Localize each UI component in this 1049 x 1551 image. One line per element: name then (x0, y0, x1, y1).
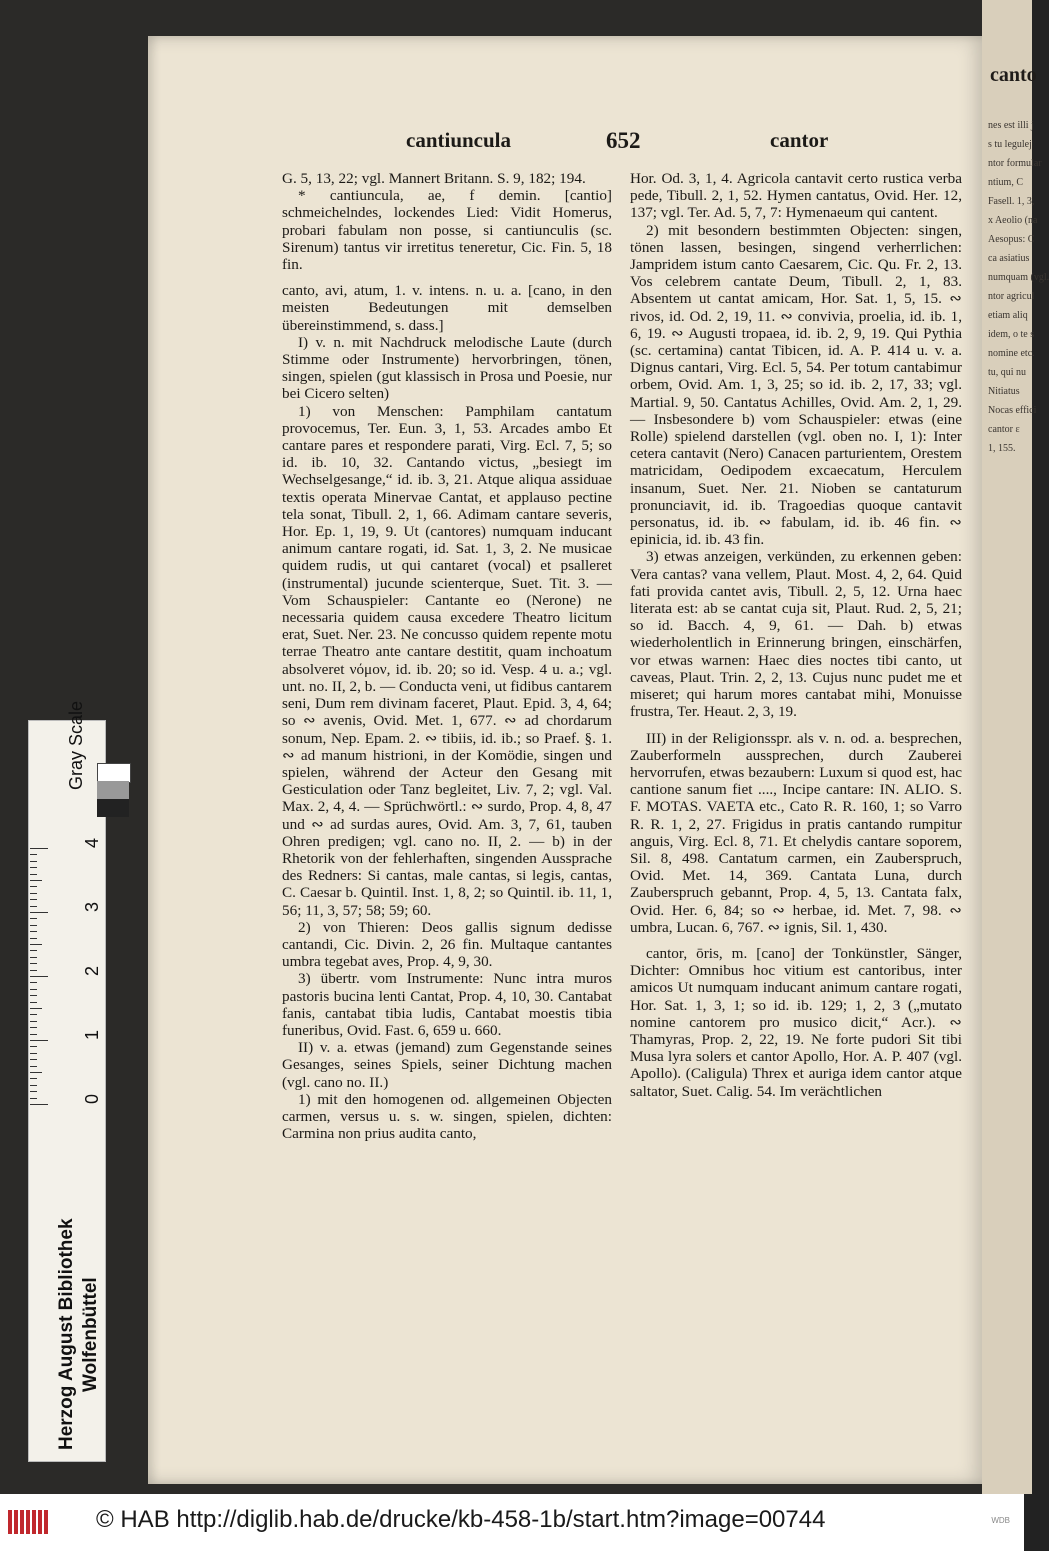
ruler-tick (30, 880, 42, 881)
next-page-fragment: etiam aliq (988, 310, 1028, 321)
next-page-fragment: s tu legulej (988, 139, 1032, 150)
ruler-tick (30, 982, 37, 983)
paragraph: 2) mit besondern bestimmten Objecten: singen, tönen lassen, besingen, singend verherrlichen: Jampridem istum canto Caesarem, Cic. Qu. Fr. 2, 13. Vos celebrem cantate Deum, Tibull. 2, 1, 83. Absentem ut cantat amicam, Hor. Sat. 1, 5, 15. ∾ rivos, id. Od. 2, 19, 11. ∾ convivia, proelia, id. ib. 1, 6, 19. ∾ Augusti tropaea, id. ib. 2, 9, 19. Qui Pythia (sc. certamina) cantat Tibicen, id. A. P. 414 u. v. a. Dignus cantari, Virg. Ecl. 5, 54. Per totum cantabimur orbem, Ovid. Am. 1, 3, 25; so id. ib. 2, 17, 33; vgl. Martial. 9, 50. Cantatus Achilles, Ovid. Am. 2, 1, 29. — Insbesondere b) vom Schauspieler: etwas (eine Rolle) spielend darstellen (vgl. oben no. I, 1): Inter cetera cantavit (Nero) Canacen parturientem, Orestem matricidam, Oedipodem excaecatum, Herculem insanum, Suet. Ner. 21. Nioben se cantaturum pronunciavit, id. ib. Tragoedias quoque cantavit personatus, id. ib. ∾ fabulam, id. ib. 46 fin. ∾ epinicia, id. ib. 43 fin. (630, 221, 962, 549)
ruler-tick (30, 944, 42, 945)
library-city: Wolfenbüttel (80, 1277, 101, 1392)
ruler-number: 1 (82, 1029, 102, 1040)
paragraph: Hor. Od. 3, 1, 4. Agricola cantavit certo rustica verba pede, Tibull. 2, 1, 52. Hymen cantatus, Ovid. Her. 12, 137; vgl. Ter. Ad. 5, 7, 7: Hymenaeum qui cantent. (630, 170, 962, 222)
ruler-tick (30, 848, 48, 849)
next-page-fragment: Nitiatus (988, 386, 1020, 397)
entry-cantiuncula: * cantiuncula, ae, f demin. [cantio] schmeichelndes, lockendes Lied: Vidit Homerus, probari fabulam non posse, si cantiunculis (sc. Sirenum) tantus vir irretitus teneretur, Cic. Fin. 5, 18 fin. (282, 187, 612, 274)
next-page-fragment: Nocas effici (988, 405, 1037, 416)
ruler-tick (30, 1098, 37, 1099)
ruler-tick (30, 957, 37, 958)
ruler-tick (30, 906, 37, 907)
book-page (148, 36, 988, 1484)
paragraph: II) v. a. etwas (jemand) zum Gegenstande seines Gesanges, seines Spiels, seiner Dichtung machen (vgl. cano no. II.) (282, 1039, 612, 1091)
ruler-tick (30, 1078, 37, 1079)
next-page-fragment: x Aeolio (na (988, 215, 1038, 226)
ruler-tick (30, 918, 37, 919)
ruler-number: 3 (82, 901, 102, 912)
ruler-tick (30, 963, 37, 964)
ruler-tick (30, 1072, 42, 1073)
ruler-tick (30, 893, 37, 894)
paragraph: 1) mit den homogenen od. allgemeinen Objecten carmen, versus u. s. w. singen, spielen, dichten: Carmina non prius audita canto, (282, 1090, 612, 1143)
ruler-tick (30, 976, 48, 977)
ruler-tick (30, 938, 37, 939)
next-page-fragment: cantor ε (988, 424, 1020, 435)
next-page-fragment: Fasell. 1, 3, (988, 196, 1035, 207)
ruler-tick (30, 886, 37, 887)
library-name: Herzog August Bibliothek (56, 1218, 77, 1450)
copyright-link[interactable]: © HAB http://diglib.hab.de/drucke/kb-458-1b/start.htm?image=00744 (96, 1506, 826, 1533)
paragraph: 2) von Thieren: Deos gallis signum dedisse cantandi, Cic. Divin. 2, 26 fin. Multaque cantantes umbra tegebat aves, Prop. 4, 9, 30. (282, 918, 612, 971)
next-page-fragment: ntor agricul (988, 291, 1035, 302)
ruler-tick (30, 1002, 37, 1003)
ruler-tick (30, 995, 37, 996)
ruler-tick (30, 925, 37, 926)
paragraph: 3) etwas anzeigen, verkünden, zu erkennen geben: Vera cantas? vana vellem, Plaut. Most. 4, 2, 64. Quid fati provida cantet avis, Tibull. 2, 5, 12. Urna haec literata est: ab se cantat cuja sit, Plaut. Rud. 2, 5, 21; so id. Bacch. 4, 9, 61. — Dah. b) etwas wiederholentlich in Erinnerung bringen, einschärfen, vor etwas warnen: Haec dies noctes tibi canto, ut caveas, Plaut. Trin. 2, 2, 13. Cujus nunc pudet me et miseret; qui harum mores cantabat mihi, Monuisse frustra, Ter. Heaut. 2, 3, 19. (630, 548, 962, 721)
gray-patch-white (97, 763, 131, 783)
running-head-right: cantor (770, 128, 829, 152)
next-page-fragment: tu, qui nu (988, 367, 1027, 378)
ruler-tick (30, 867, 37, 868)
ruler-tick (30, 1034, 37, 1035)
next-page-fragment: Aesopus: C (988, 234, 1035, 245)
ruler-tick (30, 1008, 42, 1009)
entry-canto: canto, avi, atum, 1. v. intens. n. u. a. [cano, in den meisten Bedeutungen mit demselben übereinstimmend, s. dass.] (282, 282, 612, 334)
ruler-tick (30, 1091, 37, 1092)
ruler-tick (30, 1059, 37, 1060)
next-page-fragment: numquam (vgl. (988, 272, 1049, 283)
ruler-tick (30, 1085, 37, 1086)
footer-mark: WDB (991, 1516, 1010, 1525)
right-column (630, 170, 962, 1100)
ruler-tick (30, 1040, 48, 1041)
left-column (282, 170, 612, 1142)
gray-patch-mid (97, 781, 129, 799)
hab-logo-icon (8, 1508, 48, 1536)
gray-scale-label: Gray Scale (66, 700, 86, 790)
ruler-tick (30, 931, 37, 932)
ruler-tick (30, 854, 37, 855)
ruler-tick (30, 861, 37, 862)
paragraph: III) in der Religionsspr. als v. n. od. a. besprechen, Zauberformeln aussprechen, durch Zauberei hervorrufen, etwas bezaubern: Luxum si quod est, hac cantione sanum fiet ...., Incipe cantare: IN. ALIO. S. F. MOTAS. VAETA etc., Cato R. R. 160, 1; so Varro R. R. 1, 2, 27. Frigidus in pratis cantando rumpitur anguis, Virg. Ecl. 8, 71. Et chelydis cantare soporem, Sil. 8, 498. Cantatum carmen, ein Zauberspruch, Ovid. Met. 14, 369. Cantata Luna, durch Zauberspruch gebannt, Prop. 4, 5, 13. Cantata falx, Ovid. Her. 6, 84; so ∾ herbae, id. Met. 7, 98. ∾ umbra, Lucan. 6, 767. ∾ ignis, Sil. 1, 430. (630, 729, 962, 936)
ruler-tick (30, 912, 48, 913)
ruler-tick (30, 1027, 37, 1028)
paragraph: G. 5, 13, 22; vgl. Mannert Britann. S. 9, 182; 194. (282, 170, 586, 187)
ruler-number: 0 (82, 1093, 102, 1104)
next-page-fragment: ntium, C (988, 177, 1024, 188)
paragraph: I) v. n. mit Nachdruck melodische Laute (durch Stimme oder Instrumente) hervorbringen, tönen, singen, spielen (gut klassisch in Prosa und Poesie, nur bei Cicero selten) (282, 333, 612, 403)
ruler-tick (30, 1046, 37, 1047)
page-number: 652 (606, 128, 641, 153)
ruler-tick (30, 950, 37, 951)
ruler-tick (30, 899, 37, 900)
ruler-tick (30, 1104, 48, 1105)
gray-patch-black (97, 799, 129, 817)
next-page-fragment: ntor formular (988, 158, 1042, 169)
next-page-fragment: idem, o te s (988, 329, 1035, 340)
next-page-fragment: ca asiatius (988, 253, 1030, 264)
next-page-edge (982, 0, 1049, 1494)
ruler-tick (30, 874, 37, 875)
footer-bar (0, 1494, 1024, 1551)
ruler-tick (30, 1053, 37, 1054)
ruler-tick (30, 1066, 37, 1067)
next-page-fragment: nes est illi j (988, 120, 1034, 131)
next-page-fragment: 1, 155. (988, 443, 1016, 454)
ruler-number: 4 (82, 837, 102, 848)
running-head-left: cantiuncula (406, 128, 512, 152)
ruler-tick (30, 970, 37, 971)
paragraph: 3) übertr. vom Instrumente: Nunc intra muros pastoris bucina lenti Cantat, Prop. 4, 10, 30. Cantabat fanis, cantabat tibia ludis, Cantabat moestis tibia funeribus, Ovid. Fast. 6, 659 u. 660. (282, 970, 612, 1039)
next-page-fragment: nomine etc. (988, 348, 1035, 359)
ruler-tick (30, 989, 37, 990)
next-page-head: canto (990, 64, 1037, 86)
paragraph: 1) von Menschen: Pamphilam cantatum provocemus, Ter. Eun. 3, 1, 53. Arcades ambo Et cantare pares et respondere parati, Virg. Ecl. 7, 5; so id. ib. 10, 32. Cantando victus, „besiegt im Wechselgesange,“ id. ib. 3, 21. Atque aliqua assiduae textis operata Minervae Cantat, et applauso pectine tela sonat, Tibull. 2, 1, 66. Adimam cantare severis, Hor. Ep. 1, 19, 9. Ut (cantores) numquam inducant animum cantare rogati, id. Sat. 1, 3, 2. Ne musicae quidem rudis, ut qui cantaret (vocal) et psalleret (instrumental) jucunde scienterque, Suet. Tit. 3. — Vom Schauspieler: Cantante eo (Nerone) ne necessaria quidem causa excedere Theatro licitum erat, Suet. Ner. 23. Ne concusso quidem repente motu terrae Theatro ante cantare destitit, quam inchoatum absolveret νόμον, id. ib. 20; so id. Vesp. 4 u. a.; vgl. unt. no. II, 2, b. — Conducta veni, ut fidibus cantarem seni, Dum rem divinam faceret, Plaut. Epid. 3, 4, 64; so ∾ avenis, Ovid. Met. 1, 677. ∾ ad chordarum sonum, Nep. Epam. 2. ∾ tibiis, id. ib.; so Praef. §. 1. ∾ ad manum histrioni, in der Komödie, singen und spielen, während der Acteur den Gesang mit Gesticulation oder Tanz begleitet, Liv. 7, 2; vgl. Val. Max. 2, 4, 4. — Sprüchwörtl.: ∾ surdo, Prop. 4, 8, 47 und ∾ ad surdas aures, Ovid. Am. 3, 7, 61, tauben Ohren predigen; vgl. cano no. II, 2. — b) in der Rhetorik von der fehlerhaften, singenden Aussprache des Redners: Si cantas, male cantas, si legis, cantas, C. Caesar b. Quintil. Inst. 1, 8, 2; so Quintil. ib. 11, 1, 56; 11, 3, 57; 58; 59; 60. (282, 402, 612, 919)
ruler-tick (30, 1014, 37, 1015)
ruler-tick (30, 1021, 37, 1022)
entry-cantor: cantor, ōris, m. [cano] der Tonkünstler, Sänger, Dichter: Omnibus hoc vitium est cantoribus, inter amicos Ut numquam inducant animum cantare rogati, Hor. Sat. 1, 3, 1; so id. ib. 129; 1, 2, 3 („mutato nomine cantorem pro musico dicit,“ Acr.). ∾ Thamyras, Prop. 2, 22, 19. Ne forte pudori Sit tibi Musa lyra solers et cantor Apollo, Hor. A. P. 407 (vgl. Apollo). (Caligula) Threx et auriga idem cantor atque saltator, Suet. Calig. 54. Im verächtlichen (630, 944, 962, 1100)
ruler-number: 2 (82, 965, 102, 976)
